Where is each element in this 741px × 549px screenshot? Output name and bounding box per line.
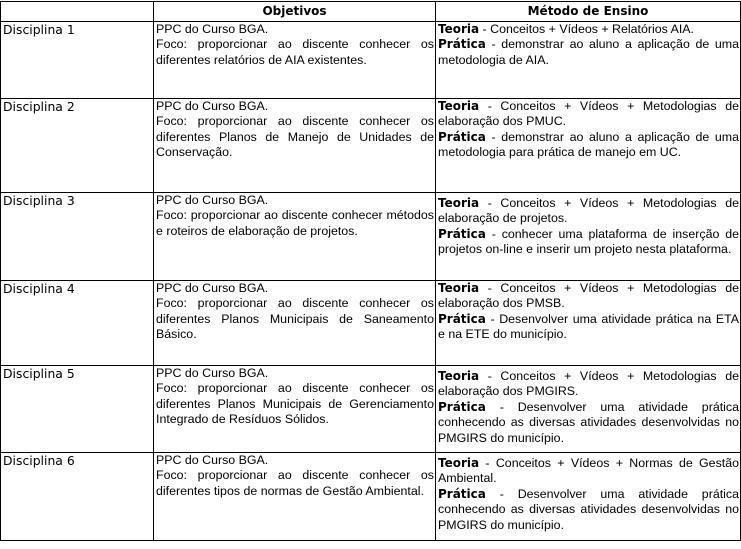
teoria-label: Teoria [438, 196, 480, 210]
table-row [1, 22, 741, 99]
header-discipline [1, 2, 154, 22]
metodo-cell [436, 453, 741, 541]
teoria-text: - Conceitos + Vídeos + Metodologias de elaboração de projetos. [438, 196, 739, 226]
teoria-label: Teoria [438, 22, 480, 36]
objetivo-focus: Foco: proporcionar ao discente conhecer os diferentes relatórios de AIA existentes. [156, 37, 434, 67]
metodo-cell [436, 22, 741, 99]
teoria-line [438, 22, 739, 37]
table-row [1, 99, 741, 193]
pratica-text: - demonstrar ao aluno a aplicação de uma metodologia de AIA. [438, 37, 739, 67]
table-row [1, 281, 741, 366]
teaching-methods-table [0, 1, 741, 541]
objetivo-course: PPC do Curso BGA. [156, 281, 269, 295]
objetivo-course: PPC do Curso BGA. [156, 193, 269, 207]
metodo-cell [436, 281, 741, 366]
pratica-line [438, 487, 739, 533]
objetivos-cell [154, 453, 436, 541]
teoria-line [438, 281, 739, 312]
objetivo-focus: Foco: proporcionar ao discente conhecer os diferentes Planos Municipais de Gerenciamento Integrado de Resíduos Sólidos. [156, 381, 434, 427]
metodo-cell [436, 99, 741, 193]
teoria-line [438, 99, 739, 130]
pratica-text: - Desenvolver uma atividade prática na ETA e na ETE do município. [438, 311, 739, 342]
table-row [1, 453, 741, 541]
table-row [1, 193, 741, 281]
pratica-line [438, 130, 739, 161]
teoria-label: Teoria [438, 99, 480, 113]
pratica-text: - Desenvolver uma atividade prática conhecendo as diversas atividades desenvolvidas no PMGIRS do município. [438, 486, 739, 532]
pratica-label: Prática [438, 129, 486, 144]
discipline-name: Disciplina 6 [1, 453, 154, 541]
discipline-name: Disciplina 4 [1, 281, 154, 366]
objetivo-focus: Foco: proporcionar ao discente conhecer os diferentes tipos de normas de Gestão Ambiental. [156, 468, 434, 498]
header-metodo: Método de Ensino [436, 2, 741, 22]
objetivos-cell [154, 281, 436, 366]
discipline-name: Disciplina 5 [1, 366, 154, 453]
table-row [1, 366, 741, 453]
header-row [1, 2, 741, 22]
pratica-line [438, 37, 739, 68]
pratica-label: Prática [438, 486, 486, 501]
objetivos-cell [154, 193, 436, 281]
objetivos-cell [154, 22, 436, 99]
teoria-line [438, 196, 739, 227]
pratica-label: Prática [438, 399, 486, 414]
pratica-text: - demonstrar ao aluno a aplicação de uma metodologia para prática de manejo em UC. [438, 129, 739, 160]
objetivo-focus: Foco: proporcionar ao discente conhecer os diferentes Planos de Manejo de Unidades de Conservação. [156, 114, 434, 160]
teoria-line [438, 456, 739, 487]
teoria-label: Teoria [438, 281, 480, 295]
pratica-label: Prática [438, 226, 486, 241]
objetivo-course: PPC do Curso BGA. [156, 453, 269, 467]
objetivo-course: PPC do Curso BGA. [156, 366, 269, 380]
metodo-cell [436, 366, 741, 453]
teoria-label: Teoria [438, 456, 480, 470]
objetivo-focus: Foco: proporcionar ao discente conhecer métodos e roteiros de elaboração de projetos. [156, 208, 434, 238]
pratica-text: - Desenvolver uma atividade prática conhecendo as diversas atividades desenvolvidas no PMGIRS do município. [438, 399, 739, 445]
teoria-text: - Conceitos + Vídeos + Metodologias de elaboração dos PMUC. [438, 99, 739, 129]
pratica-line [438, 400, 739, 446]
discipline-name: Disciplina 3 [1, 193, 154, 281]
teoria-line [438, 369, 739, 400]
teoria-text: - Conceitos + Vídeos + Metodologias de elaboração dos PMSB. [438, 281, 739, 311]
teoria-text: - Conceitos + Vídeos + Relatórios AIA. [479, 22, 694, 36]
pratica-line [438, 312, 739, 343]
pratica-label: Prática [438, 311, 486, 326]
teoria-text: - Conceitos + Vídeos + Normas de Gestão Ambiental. [438, 456, 739, 486]
discipline-name: Disciplina 1 [1, 22, 154, 99]
objetivos-cell [154, 366, 436, 453]
objetivo-course: PPC do Curso BGA. [156, 22, 269, 36]
pratica-line [438, 227, 739, 258]
pratica-text: - conhecer uma plataforma de inserção de projetos on-line e inserir um projeto nesta plataforma. [438, 226, 739, 257]
objetivo-focus: Foco: proporcionar ao discente conhecer os diferentes Planos Municipais de Saneamento Básico. [156, 296, 434, 342]
teoria-text: - Conceitos + Vídeos + Metodologias de elaboração dos PMGIRS. [438, 369, 739, 399]
objetivos-cell [154, 99, 436, 193]
pratica-label: Prática [438, 37, 486, 52]
discipline-name: Disciplina 2 [1, 99, 154, 193]
header-objetivos: Objetivos [154, 2, 436, 22]
metodo-cell [436, 193, 741, 281]
teoria-label: Teoria [438, 369, 480, 383]
objetivo-course: PPC do Curso BGA. [156, 99, 269, 113]
